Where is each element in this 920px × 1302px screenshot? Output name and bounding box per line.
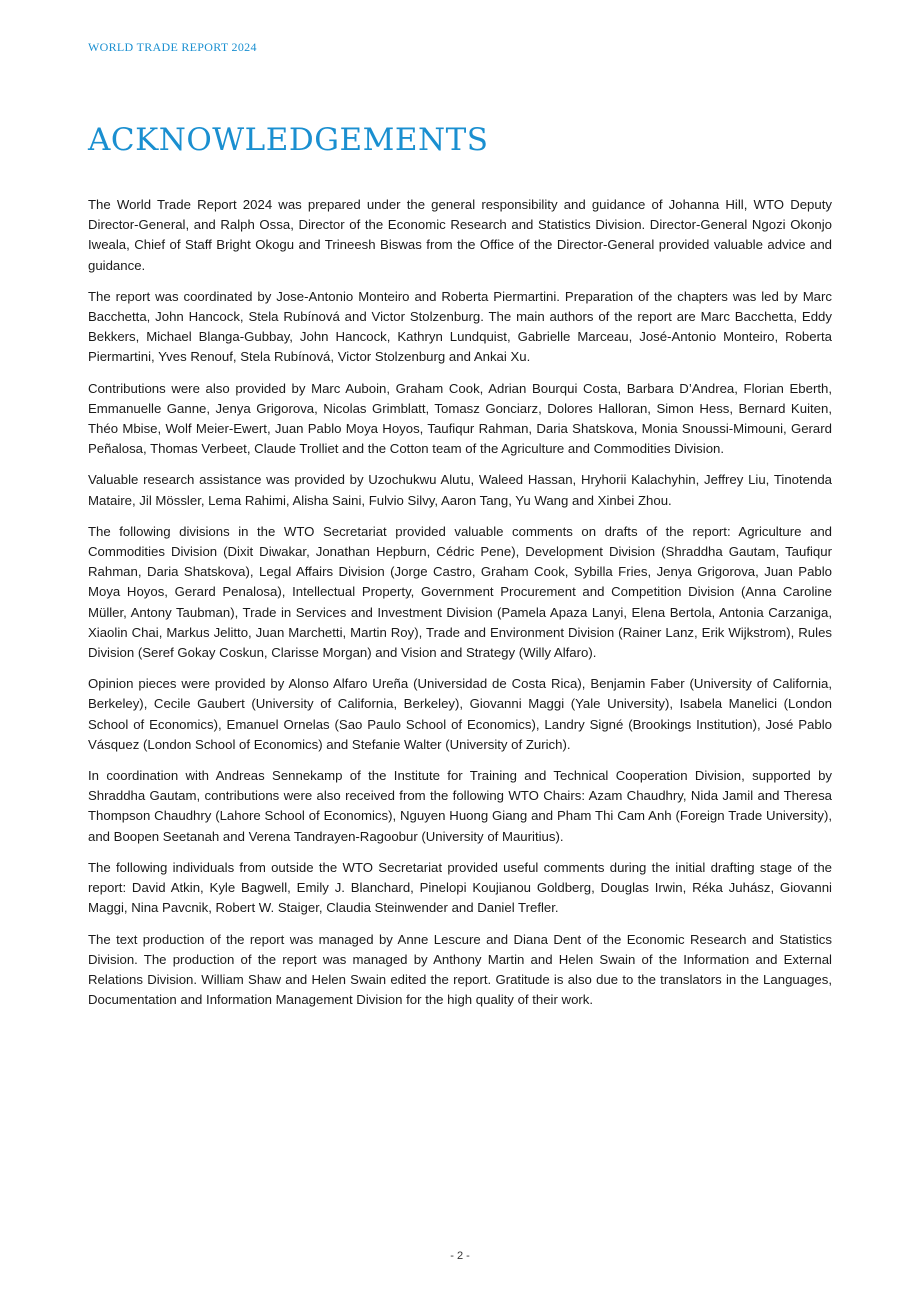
acknowledgements-body <box>88 195 832 1021</box>
page-number: - 2 - <box>450 1250 470 1262</box>
paragraph-coordination: The report was coordinated by Jose-Antonio Monteiro and Roberta Piermartini. Preparation of the chapters was led by Marc Bacchetta, John Hancock, Stela Rubínová and Victor Stolzenburg. The main authors of the report are Marc Bacchetta, Eddy Bekkers, Michael Blanga-Gubbay, John Hancock, Kathryn Lundquist, Gabrielle Marceau, José-Antonio Monteiro, Roberta Piermartini, Yves Renouf, Stela Rubínová, Victor Stolzenburg and Ankai Xu. <box>88 288 832 365</box>
running-header: WORLD TRADE REPORT 2024 <box>88 40 257 54</box>
paragraph-production: The text production of the report was managed by Anne Lescure and Diana Dent of the Economic Research and Statistics Division. The production of the report was managed by Anthony Martin and Helen Swain of the Information and External Relations Division. William Shaw and Helen Swain edited the report. Gratitude is also due to the translators in the Languages, Documentation and Information Management Division for the high quality of their work. <box>88 931 832 1008</box>
paragraph-responsibility: The World Trade Report 2024 was prepared under the general responsibility and guidance of Johanna Hill, WTO Deputy Director-General, and Ralph Ossa, Director of the Economic Research and Statistics Division. Director-General Ngozi Okonjo Iweala, Chief of Staff Bright Okogu and Trineesh Biswas from the Office of the Director-General provided valuable advice and guidance. <box>88 197 832 273</box>
paragraph-external-comments: The following individuals from outside the WTO Secretariat provided useful comments during the initial drafting stage of the report: David Atkin, Kyle Bagwell, Emily J. Blanchard, Pinelopi Koujianou Goldberg, Douglas Irwin, Réka Juhász, Giovanni Maggi, Nina Pavcnik, Robert W. Staiger, Claudia Steinwender and Daniel Trefler. <box>88 859 832 916</box>
page-title: ACKNOWLEDGEMENTS <box>88 122 489 158</box>
paragraph-divisions-comments: The following divisions in the WTO Secretariat provided valuable comments on drafts of the report: Agriculture and Commodities Division (Dixit Diwakar, Jonathan Hepburn, Cédric Pene), Development Division (Shraddha Gautam, Taufiqur Rahman, Daria Shatskova), Legal Affairs Division (Jorge Castro, Graham Cook, Sybilla Fries, Jenya Grigorova, Juan Pablo Moya Hoyos, Gerard Penalosa), Intellectual Property, Government Procurement and Competition Division (Anna Caroline Müller, Antony Taubman), Trade in Services and Investment Division (Pamela Apaza Lanyi, Elena Bertola, Antonia Carzaniga, Xiaolin Chai, Markus Jelitto, Juan Marchetti, Martin Roy), Trade and Environment Division (Rainer Lanz, Erik Wijkstrom), Rules Division (Seref Gokay Coskun, Clarisse Morgan) and Vision and Strategy (Willy Alfaro). <box>88 523 832 661</box>
paragraph-contributions: Contributions were also provided by Marc Auboin, Graham Cook, Adrian Bourqui Costa, Barbara D’Andrea, Florian Eberth, Emmanuelle Ganne, Jenya Grigorova, Nicolas Grimblatt, Tomasz Gonciarz, Dolores Halloran, Simon Hess, Bernard Kuiten, Théo Mbise, Wolf Meier-Ewert, Juan Pablo Moya Hoyos, Taufiqur Rahman, Daria Shatskova, Monia Snoussi-Mimouni, Gerard Peñalosa, Thomas Verbeet, Claude Trolliet and the Cotton team of the Agriculture and Commodities Division. <box>88 380 832 457</box>
paragraph-research-assistance: Valuable research assistance was provided by Uzochukwu Alutu, Waleed Hassan, Hryhorii Kalachyhin, Jeffrey Liu, Tinotenda Mataire, Jil Mössler, Lema Rahimi, Alisha Saini, Fulvio Silvy, Aaron Tang, Yu Wang and Xinbei Zhou. <box>88 472 832 508</box>
paragraph-opinion-pieces: Opinion pieces were provided by Alonso Alfaro Ureña (Universidad de Costa Rica), Benjamin Faber (University of California, Berkeley), Cecile Gaubert (University of California, Berkeley), Giovanni Maggi (Yale University), Isabela Manelici (London School of Economics), Emanuel Ornelas (Sao Paulo School of Economics), Landry Signé (Brookings Institution), José Pablo Vásquez (London School of Economics) and Stefanie Walter (University of Zurich). <box>88 676 832 752</box>
paragraph-wto-chairs: In coordination with Andreas Sennekamp of the Institute for Training and Technical Cooperation Division, supported by Shraddha Gautam, contributions were also received from the following WTO Chairs: Azam Chaudhry, Nida Jamil and Theresa Thompson Chaudhry (Lahore School of Economics), Nguyen Huong Giang and Pham Thi Cam Anh (Foreign Trade University), and Boopen Seetanah and Verena Tandrayen-Ragoobur (University of Mauritius). <box>88 768 832 844</box>
